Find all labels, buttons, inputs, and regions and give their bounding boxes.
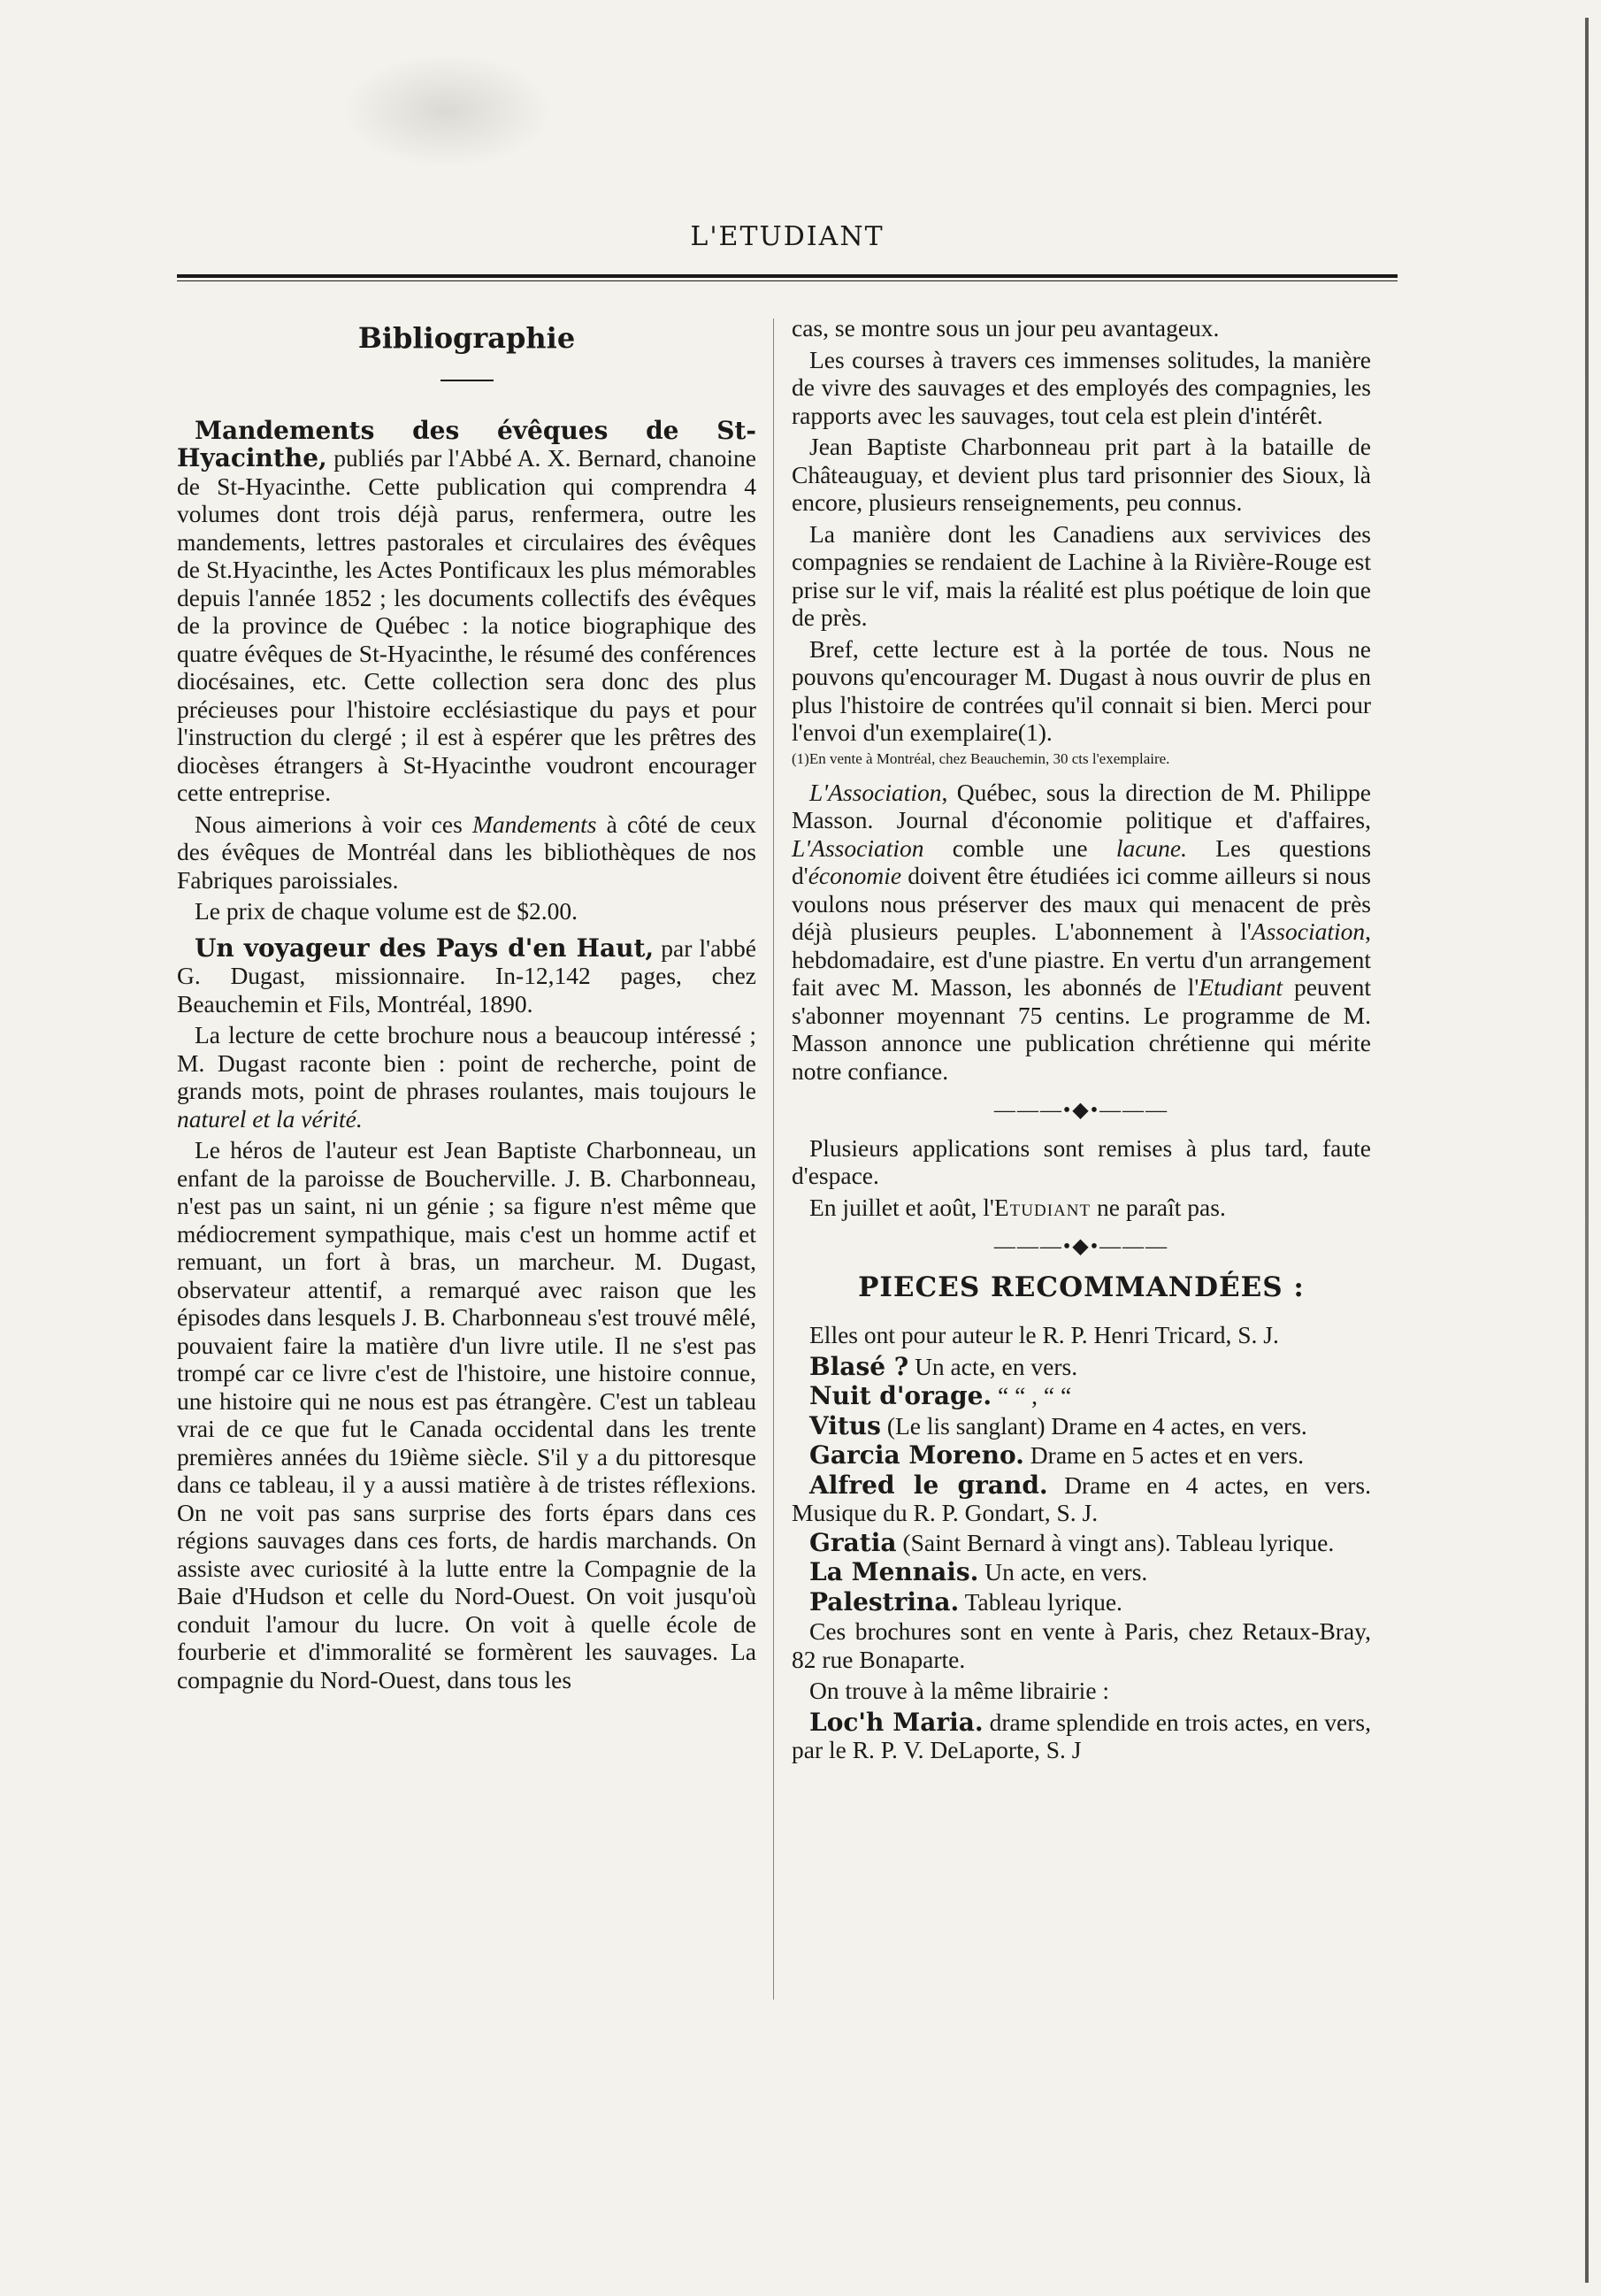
piece-item [792, 1353, 1371, 1381]
ornament-divider: ———•◆•——— [993, 1235, 1169, 1258]
section-title: Bibliographie [357, 321, 576, 355]
piece-title: Alfred le grand. [809, 1470, 1048, 1500]
piece-desc: Un acte, en vers. [984, 1558, 1148, 1586]
notice: Plusieurs applications sont remises à plus tard, faute d'espace. [792, 1133, 1371, 1189]
emphasis: Association [1251, 918, 1366, 945]
entry-text: par l'abbé G. Dugast, missionnaire. In-12,142 pages, chez Beauchemin et Fils, Montréal, 1890. [177, 933, 757, 1017]
text-run: , Québec, sous la direction de M. Philippe Masson. Journal d'économie politique et d'affaires, [792, 778, 1371, 833]
paragraph [177, 810, 756, 895]
piece-title: Gratia [809, 1527, 897, 1557]
piece-desc: Drame en 4 actes, en vers. Musique du R. P. Gondart, S. J. [792, 1471, 1372, 1526]
short-rule [440, 380, 494, 381]
emphasis: Mandements [471, 810, 597, 838]
piece-title: Nuit d'orage. [809, 1381, 992, 1410]
piece-item [792, 1382, 1371, 1410]
paragraph-continued: cas, se montre sous un jour peu avantageux. [792, 314, 1220, 342]
piece-title: Blasé ? [809, 1351, 909, 1381]
notice [792, 1194, 1371, 1222]
small-caps-title: Etudiant [993, 1193, 1092, 1221]
text-run: doivent être étudiées ici comme ailleurs si nous voulons nous préserver des maux qui menacent de près déjà plusieurs peuples. L'abonnement à l' [792, 862, 1372, 945]
piece-title: Vitus [809, 1410, 881, 1440]
same-shop: On trouve à la même librairie : [809, 1677, 1110, 1704]
emphasis: lacune. [1115, 833, 1187, 862]
piece-desc: (Saint Bernard à vingt ans). Tableau lyrique. [902, 1528, 1335, 1556]
entry-title: Mandements des évêques de St-Hyacinthe, [177, 415, 756, 472]
text-run: Les questions d' [792, 833, 1372, 889]
text-run: à côté de ceux des évêques de Montréal dans les bibliothèques de nos Fabriques paroissiales. [177, 810, 757, 894]
piece-title: La Mennais. [809, 1557, 979, 1586]
piece-title: Loc'h Maria. [809, 1707, 984, 1737]
piece-desc: “ “ , “ “ [998, 1382, 1072, 1409]
text-run: peuvent s'abonner moyennant 75 centins. Le programme de M. Masson annonce une publication chrétienne qui mérite notre confiance. [792, 973, 1371, 1085]
piece-item [792, 1412, 1371, 1440]
emphasis: économie [808, 862, 902, 889]
text-run: La lecture de cette brochure nous a beaucoup intéressé ; M. Dugast raconte bien : point de recherche, point de grands mots, point de phrases roulantes, mais toujours le [177, 1021, 756, 1104]
emphasis: naturel et la vérité. [177, 1104, 363, 1133]
piece-item [792, 1471, 1371, 1527]
text-run: , hebdomadaire, est d'une piastre. En vertu d'un arrangement fait avec M. Masson, les abonnés de l' [792, 918, 1371, 1001]
piece-item [792, 1441, 1371, 1470]
bibliography-entry-mandements [177, 417, 756, 807]
entry-title: Un voyageur des Pays d'en Haut, [195, 933, 655, 963]
page-edge-shadow [1585, 18, 1589, 2283]
bibliography-entry-association [792, 779, 1371, 1086]
price-line: Le prix de chaque volume est de $2.00. [195, 897, 578, 925]
piece-title: Garcia Moreno. [809, 1440, 1024, 1470]
pieces-title: PIECES RECOMMANDÉES : [858, 1271, 1305, 1303]
text-run: En juillet et août, l' [809, 1193, 994, 1221]
text-run: comble une [952, 833, 1088, 862]
emphasis: L'Association [809, 778, 942, 806]
paragraph: Jean Baptiste Charbonneau prit part à la bataille de Châteauguay, et devient plus tard prisonnier des Sioux, là encore, plusieurs renseignements, peu connus. [792, 433, 1371, 516]
ink-smudge [341, 53, 553, 168]
piece-item [792, 1558, 1371, 1586]
emphasis: L'Association [792, 833, 924, 862]
ornament-divider: ———•◆•——— [993, 1099, 1169, 1122]
paragraph [177, 1021, 756, 1133]
piece-title: Palestrina. [809, 1586, 960, 1616]
paragraph: Les courses à travers ces immenses solitudes, la manière de vivre des sauvages et des employés des compagnies, les rapports avec les sauvages, tout cela est plein d'intérêt. [792, 345, 1371, 429]
piece-desc: (Le lis sanglant) Drame en 4 actes, en vers. [886, 1411, 1307, 1440]
piece-desc: Drame en 5 actes et en vers. [1030, 1441, 1305, 1469]
piece-item [792, 1709, 1371, 1764]
piece-item [792, 1529, 1371, 1557]
piece-desc: Un acte, en vers. [915, 1352, 1078, 1380]
pieces-intro: Elles ont pour auteur le R. P. Henri Tricard, S. J. [809, 1321, 1279, 1348]
piece-item [792, 1588, 1371, 1616]
emphasis: Etudiant [1199, 973, 1283, 1001]
paragraph: Bref, cette lecture est à la portée de tous. Nous ne pouvons qu'encourager M. Dugast à nous ouvrir de plus en plus l'histoire de contrées qu'il connait si bien. Merci pour l'envoi d'un exemplaire(1). [792, 634, 1371, 746]
paragraph: Le héros de l'auteur est Jean Baptiste Charbonneau, un enfant de la paroisse de Boucherville. J. B. Charbonneau, n'est pas un saint, ni un génie ; sa figure n'est même que médiocrement sympathique, mais c'est un homme actif et remuant, un fort à bras, un marcheur. M. Dugast, observateur attentif, a remarqué avec raison que les épisodes dans lesquels J. B. Charbonneau s'est trouvé mêlé, pouvaient faire la matière d'un livre utile. Il ne s'est pas trompé car ce livre c'est de l'histoire, une histoire connue, une histoire qui ne nous est pas étrangère. C'est un tableau vrai de ce que fut le Canada occidental dans les trente premières années du 19ième siècle. S'il y a du pittoresque dans ce tableau, il y a aussi matière à de tristes réflexions. On ne voit pas sans surprise des forts épars dans ces régions sauvages dans ces forts, de hardis marchands. On assiste avec curiosité à la lutte entre la Compagnie de la Baie d'Hudson et celle du Nord-Ouest. On voit jusqu'où conduit l'amour du lucre. On voit à quelle école de fourberie et d'immoralité se formèrent les sauvages. La compagnie du Nord-Ouest, dans tous les [177, 1136, 756, 1693]
footnote: (1)En vente à Montréal, chez Beauchemin, 30 cts l'exemplaire. [792, 749, 1170, 767]
column-divider [773, 319, 774, 2000]
piece-desc: Tableau lyrique. [964, 1587, 1122, 1616]
entry-text: publiés par l'Abbé A. X. Bernard, chanoine de St-Hyacinthe. Cette publication qui comprendra 4 volumes dont trois déjà parus, renfermera, outre les mandements, lettres pastorales et circulaires des évêques de St.Hyacinthe, les Actes Pontificaux les plus mémorables depuis l'année 1852 ; les documents collectifs des évêques de la province de Québec : la notice biographique des quatre évêques de St-Hyacinthe, le résumé des conférences diocésaines, etc. Cette collection sera donc des plus précieuses pour l'histoire ecclésiastique du pays et pour l'instruction du clergé ; il est à espérer que les prêtres des diocèses étrangers à St-Hyacinthe voudront encourager cette entreprise. [177, 444, 757, 806]
running-head: L'ETUDIANT [690, 221, 885, 252]
sold-at: Ces brochures sont en vente à Paris, chez Retaux-Bray, 82 rue Bonaparte. [792, 1617, 1371, 1673]
bibliography-entry-voyageur [177, 934, 756, 1018]
paragraph: La manière dont les Canadiens aux servivices des compagnies se rendaient de Lachine à la Rivière-Rouge est prise sur le vif, mais la réalité est plus poétique de loin que de près. [792, 519, 1371, 631]
text-run: Nous aimerions à voir ces [195, 810, 463, 838]
right-column [792, 314, 1371, 1766]
piece-desc: drame splendide en trois actes, en vers, par le R. P. V. DeLaporte, S. J [792, 1708, 1371, 1763]
header-rule [177, 274, 1398, 281]
text-run: ne paraît pas. [1096, 1193, 1226, 1221]
left-column [177, 314, 756, 1697]
